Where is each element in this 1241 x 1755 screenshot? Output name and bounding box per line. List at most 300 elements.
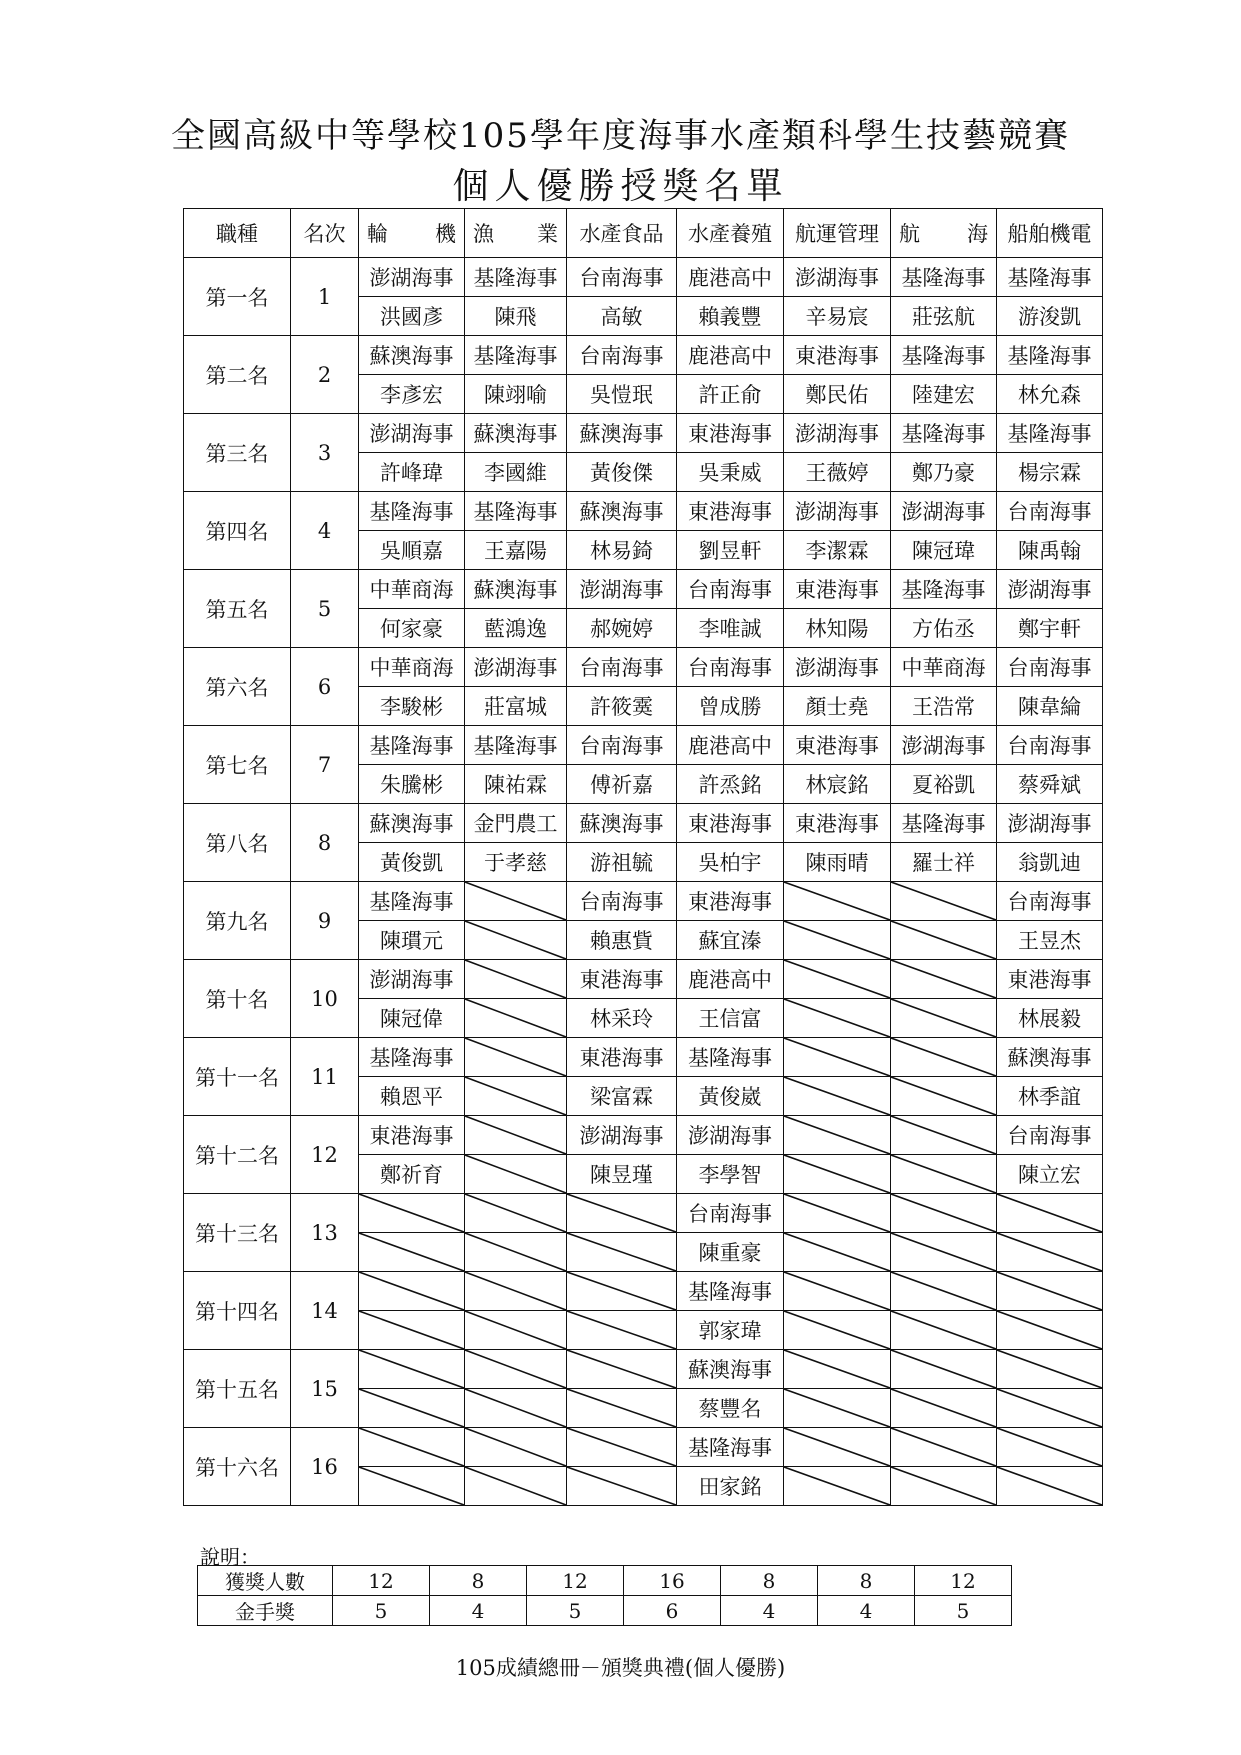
rank-label: 第十三名 [184,1194,291,1272]
empty-cell [567,1467,677,1506]
school-cell: 東港海事 [784,726,891,765]
school-cell: 東港海事 [677,492,784,531]
school-cell: 中華商海 [359,648,465,687]
empty-cell [465,999,567,1038]
winner-name-cell: 林采玲 [567,999,677,1038]
winner-name-cell: 陳重豪 [677,1233,784,1272]
gold-count: 5 [333,1596,430,1626]
winner-name-cell: 方佑丞 [891,609,997,648]
table-row [184,1350,1103,1389]
table-row [184,960,1103,999]
school-cell: 澎湖海事 [784,492,891,531]
school-cell: 台南海事 [677,648,784,687]
header-category: 船舶機電 [997,209,1103,258]
winner-name-cell: 蘇宜溱 [677,921,784,960]
gold-count: 4 [818,1596,915,1626]
school-cell: 東港海事 [784,336,891,375]
winner-name-cell: 王昱杰 [997,921,1103,960]
winner-name-cell: 賴義豐 [677,297,784,336]
rank-number: 10 [291,960,359,1038]
school-cell: 鹿港高中 [677,336,784,375]
winner-name-cell: 藍鴻逸 [465,609,567,648]
table-row [184,1038,1103,1077]
school-cell: 東港海事 [784,804,891,843]
empty-cell [997,1272,1103,1311]
winner-name-cell: 許正俞 [677,375,784,414]
winner-name-cell: 賴惠貲 [567,921,677,960]
empty-cell [784,960,891,999]
empty-cell [891,1233,997,1272]
winner-name-cell: 許烝銘 [677,765,784,804]
school-cell: 澎湖海事 [567,1116,677,1155]
empty-cell [359,1233,465,1272]
school-cell: 東港海事 [997,960,1103,999]
empty-cell [567,1428,677,1467]
rank-number: 2 [291,336,359,414]
school-cell: 東港海事 [567,1038,677,1077]
note-label: 說明： [200,1545,260,1569]
winner-name-cell: 陳祐霖 [465,765,567,804]
empty-cell [891,921,997,960]
school-cell: 東港海事 [359,1116,465,1155]
school-cell: 基隆海事 [677,1272,784,1311]
empty-cell [997,1350,1103,1389]
school-cell: 澎湖海事 [891,726,997,765]
table-row [184,882,1103,921]
table-row [184,1272,1103,1311]
school-cell: 中華商海 [359,570,465,609]
rank-number: 11 [291,1038,359,1116]
award-table-body [184,258,1103,1506]
school-cell: 蘇澳海事 [567,804,677,843]
school-cell: 澎湖海事 [784,258,891,297]
school-cell: 基隆海事 [891,414,997,453]
empty-cell [784,999,891,1038]
table-row [184,648,1103,687]
school-cell: 基隆海事 [997,258,1103,297]
empty-cell [891,1467,997,1506]
school-cell: 東港海事 [567,960,677,999]
rank-label: 第三名 [184,414,291,492]
winner-name-cell: 游祖毓 [567,843,677,882]
winner-name-cell: 夏裕凱 [891,765,997,804]
school-cell: 基隆海事 [677,1038,784,1077]
empty-cell [359,1428,465,1467]
empty-cell [997,1233,1103,1272]
table-row [184,570,1103,609]
empty-cell [465,1077,567,1116]
header-category: 輪 機 [359,209,465,258]
empty-cell [891,1038,997,1077]
winner-name-cell: 鄭乃豪 [891,453,997,492]
school-cell: 基隆海事 [359,1038,465,1077]
winner-name-cell: 田家銘 [677,1467,784,1506]
school-cell: 澎湖海事 [784,414,891,453]
winner-name-cell: 曾成勝 [677,687,784,726]
school-cell: 基隆海事 [891,336,997,375]
table-row [184,1116,1103,1155]
school-cell: 台南海事 [677,570,784,609]
empty-cell [891,1350,997,1389]
winner-name-cell: 李國維 [465,453,567,492]
empty-cell [784,1467,891,1506]
gold-count: 4 [430,1596,527,1626]
empty-cell [784,1272,891,1311]
school-cell: 東港海事 [784,570,891,609]
gold-count: 4 [721,1596,818,1626]
page-footer: 105成績總冊－頒獎典禮(個人優勝) [455,1656,786,1680]
empty-cell [567,1233,677,1272]
winner-name-cell: 鄭宇軒 [997,609,1103,648]
empty-cell [784,1194,891,1233]
winner-name-cell: 王信富 [677,999,784,1038]
winner-name-cell: 林知陽 [784,609,891,648]
winner-name-cell: 陳冠瑋 [891,531,997,570]
school-cell: 蘇澳海事 [567,414,677,453]
empty-cell [784,1116,891,1155]
winner-name-cell: 黃俊崴 [677,1077,784,1116]
school-cell: 蘇澳海事 [465,570,567,609]
rank-number: 8 [291,804,359,882]
winner-name-cell: 王浩常 [891,687,997,726]
empty-cell [997,1389,1103,1428]
winner-name-cell: 許峰瑋 [359,453,465,492]
winner-name-cell: 游浚凱 [997,297,1103,336]
empty-cell [891,1272,997,1311]
rank-label: 第十名 [184,960,291,1038]
gold-count: 5 [527,1596,624,1626]
empty-cell [784,1350,891,1389]
school-cell: 澎湖海事 [997,570,1103,609]
gold-count: 6 [624,1596,721,1626]
school-cell: 基隆海事 [359,492,465,531]
document-subtitle: 個人優勝授獎名單 [452,166,789,207]
school-cell: 澎湖海事 [567,570,677,609]
winner-name-cell: 李彥宏 [359,375,465,414]
school-cell: 中華商海 [891,648,997,687]
winner-name-cell: 翁凱迪 [997,843,1103,882]
table-row [184,804,1103,843]
header-category: 漁 業 [465,209,567,258]
school-cell: 基隆海事 [997,336,1103,375]
school-cell: 基隆海事 [359,726,465,765]
school-cell: 澎湖海事 [997,804,1103,843]
empty-cell [997,1311,1103,1350]
school-cell: 鹿港高中 [677,726,784,765]
winner-name-cell: 吳愷珉 [567,375,677,414]
empty-cell [784,1428,891,1467]
empty-cell [891,1077,997,1116]
table-row [184,258,1103,297]
winner-name-cell: 于孝慈 [465,843,567,882]
winner-name-cell: 吳柏宇 [677,843,784,882]
empty-cell [567,1272,677,1311]
rank-label: 第五名 [184,570,291,648]
rank-number: 12 [291,1116,359,1194]
winner-name-cell: 林宸銘 [784,765,891,804]
winner-name-cell: 朱騰彬 [359,765,465,804]
header-category: 航運管理 [784,209,891,258]
awardees-count: 12 [915,1566,1012,1596]
school-cell: 台南海事 [567,648,677,687]
table-row [184,726,1103,765]
winner-name-cell: 陸建宏 [891,375,997,414]
empty-cell [465,1233,567,1272]
empty-cell [567,1350,677,1389]
school-cell: 金門農工 [465,804,567,843]
rank-number: 7 [291,726,359,804]
winner-name-cell: 林允森 [997,375,1103,414]
empty-cell [465,1155,567,1194]
school-cell: 蘇澳海事 [567,492,677,531]
rank-number: 15 [291,1350,359,1428]
empty-cell [465,1467,567,1506]
school-cell: 台南海事 [997,882,1103,921]
table-row [184,414,1103,453]
winner-name-cell: 吳順嘉 [359,531,465,570]
rank-label: 第九名 [184,882,291,960]
winner-name-cell: 陳冠偉 [359,999,465,1038]
empty-cell [891,960,997,999]
rank-label: 第十五名 [184,1350,291,1428]
empty-cell [465,1428,567,1467]
awardees-count: 8 [721,1566,818,1596]
award-table [183,208,1103,1506]
winner-name-cell: 蔡豐名 [677,1389,784,1428]
rank-label: 第六名 [184,648,291,726]
empty-cell [465,1272,567,1311]
school-cell: 澎湖海事 [359,414,465,453]
summary-table [197,1565,1012,1626]
empty-cell [465,1350,567,1389]
empty-cell [359,1389,465,1428]
awardees-count: 12 [333,1566,430,1596]
rank-number: 16 [291,1428,359,1506]
header-row [184,209,1103,258]
rank-number: 13 [291,1194,359,1272]
winner-name-cell: 傅祈嘉 [567,765,677,804]
empty-cell [997,1194,1103,1233]
school-cell: 基隆海事 [891,258,997,297]
winner-name-cell: 李唯誠 [677,609,784,648]
school-cell: 澎湖海事 [359,960,465,999]
empty-cell [359,1194,465,1233]
school-cell: 基隆海事 [465,492,567,531]
school-cell: 基隆海事 [465,258,567,297]
rank-label: 第十四名 [184,1272,291,1350]
gold-count: 5 [915,1596,1012,1626]
school-cell: 鹿港高中 [677,258,784,297]
winner-name-cell: 楊宗霖 [997,453,1103,492]
school-cell: 澎湖海事 [891,492,997,531]
winner-name-cell: 顏士堯 [784,687,891,726]
empty-cell [567,1194,677,1233]
school-cell: 台南海事 [567,882,677,921]
school-cell: 台南海事 [997,648,1103,687]
school-cell: 蘇澳海事 [465,414,567,453]
empty-cell [465,1116,567,1155]
winner-name-cell: 許筱霙 [567,687,677,726]
empty-cell [891,1194,997,1233]
rank-number: 1 [291,258,359,336]
header-category: 水產養殖 [677,209,784,258]
empty-cell [465,1311,567,1350]
rank-number: 14 [291,1272,359,1350]
rank-number: 5 [291,570,359,648]
empty-cell [359,1350,465,1389]
winner-name-cell: 李學智 [677,1155,784,1194]
empty-cell [891,1116,997,1155]
awardees-count: 16 [624,1566,721,1596]
awardees-count: 12 [527,1566,624,1596]
empty-cell [891,1389,997,1428]
empty-cell [997,1428,1103,1467]
winner-name-cell: 陳瑻元 [359,921,465,960]
empty-cell [465,1389,567,1428]
table-row [184,1428,1103,1467]
empty-cell [784,1389,891,1428]
school-cell: 基隆海事 [891,804,997,843]
rank-number: 9 [291,882,359,960]
empty-cell [784,1233,891,1272]
empty-cell [465,921,567,960]
table-row [184,1194,1103,1233]
empty-cell [784,1038,891,1077]
empty-cell [891,1428,997,1467]
rank-label: 第十六名 [184,1428,291,1506]
winner-name-cell: 劉昱軒 [677,531,784,570]
empty-cell [359,1467,465,1506]
school-cell: 台南海事 [567,726,677,765]
empty-cell [567,1311,677,1350]
winner-name-cell: 林展毅 [997,999,1103,1038]
school-cell: 台南海事 [997,1116,1103,1155]
winner-name-cell: 林季誼 [997,1077,1103,1116]
school-cell: 基隆海事 [465,336,567,375]
school-cell: 基隆海事 [891,570,997,609]
school-cell: 台南海事 [567,336,677,375]
empty-cell [891,1311,997,1350]
empty-cell [465,960,567,999]
empty-cell [567,1389,677,1428]
empty-cell [891,882,997,921]
school-cell: 台南海事 [997,726,1103,765]
winner-name-cell: 李潔霖 [784,531,891,570]
winner-name-cell: 羅士祥 [891,843,997,882]
school-cell: 蘇澳海事 [359,336,465,375]
winner-name-cell: 陳韋綸 [997,687,1103,726]
empty-cell [359,1272,465,1311]
school-cell: 澎湖海事 [359,258,465,297]
awardees-row [198,1566,1012,1596]
winner-name-cell: 郝婉婷 [567,609,677,648]
rank-number: 3 [291,414,359,492]
school-cell: 澎湖海事 [677,1116,784,1155]
document-title: 全國高級中等學校105學年度海事水產類科學生技藝競賽 [171,116,1070,156]
winner-name-cell: 吳秉威 [677,453,784,492]
winner-name-cell: 王薇婷 [784,453,891,492]
table-row [184,336,1103,375]
gold-row [198,1596,1012,1626]
winner-name-cell: 李駿彬 [359,687,465,726]
empty-cell [359,1311,465,1350]
rank-label: 第七名 [184,726,291,804]
school-cell: 東港海事 [677,804,784,843]
rank-label: 第四名 [184,492,291,570]
winner-name-cell: 陳立宏 [997,1155,1103,1194]
school-cell: 基隆海事 [359,882,465,921]
header-category: 水產食品 [567,209,677,258]
winner-name-cell: 陳禹翰 [997,531,1103,570]
winner-name-cell: 陳翊喻 [465,375,567,414]
awardees-count: 8 [430,1566,527,1596]
winner-name-cell: 林易錡 [567,531,677,570]
school-cell: 澎湖海事 [784,648,891,687]
rank-label: 第十二名 [184,1116,291,1194]
winner-name-cell: 辛易宸 [784,297,891,336]
school-cell: 台南海事 [997,492,1103,531]
rank-label: 第一名 [184,258,291,336]
winner-name-cell: 蔡舜斌 [997,765,1103,804]
empty-cell [997,1467,1103,1506]
winner-name-cell: 鄭祈育 [359,1155,465,1194]
school-cell: 基隆海事 [997,414,1103,453]
winner-name-cell: 賴恩平 [359,1077,465,1116]
school-cell: 基隆海事 [677,1428,784,1467]
empty-cell [784,1077,891,1116]
empty-cell [784,921,891,960]
winner-name-cell: 莊弦航 [891,297,997,336]
rank-label: 第八名 [184,804,291,882]
empty-cell [891,1155,997,1194]
school-cell: 蘇澳海事 [677,1350,784,1389]
winner-name-cell: 梁富霖 [567,1077,677,1116]
empty-cell [465,882,567,921]
school-cell: 東港海事 [677,882,784,921]
rank-label: 第二名 [184,336,291,414]
winner-name-cell: 洪國彥 [359,297,465,336]
winner-name-cell: 陳昱瑾 [567,1155,677,1194]
school-cell: 蘇澳海事 [997,1038,1103,1077]
school-cell: 鹿港高中 [677,960,784,999]
winner-name-cell: 黃俊凱 [359,843,465,882]
winner-name-cell: 陳飛 [465,297,567,336]
empty-cell [891,999,997,1038]
rank-number: 4 [291,492,359,570]
header-occupation: 職種 [184,209,291,258]
winner-name-cell: 莊富城 [465,687,567,726]
school-cell: 台南海事 [567,258,677,297]
empty-cell [465,1038,567,1077]
gold-label: 金手獎 [198,1596,333,1626]
school-cell: 台南海事 [677,1194,784,1233]
school-cell: 蘇澳海事 [359,804,465,843]
winner-name-cell: 何家豪 [359,609,465,648]
school-cell: 澎湖海事 [465,648,567,687]
header-category: 航 海 [891,209,997,258]
school-cell: 東港海事 [677,414,784,453]
rank-label: 第十一名 [184,1038,291,1116]
empty-cell [784,882,891,921]
winner-name-cell: 王嘉陽 [465,531,567,570]
school-cell: 基隆海事 [465,726,567,765]
winner-name-cell: 高敏 [567,297,677,336]
empty-cell [465,1194,567,1233]
table-row [184,492,1103,531]
awardees-count: 8 [818,1566,915,1596]
winner-name-cell: 郭家瑋 [677,1311,784,1350]
empty-cell [784,1155,891,1194]
